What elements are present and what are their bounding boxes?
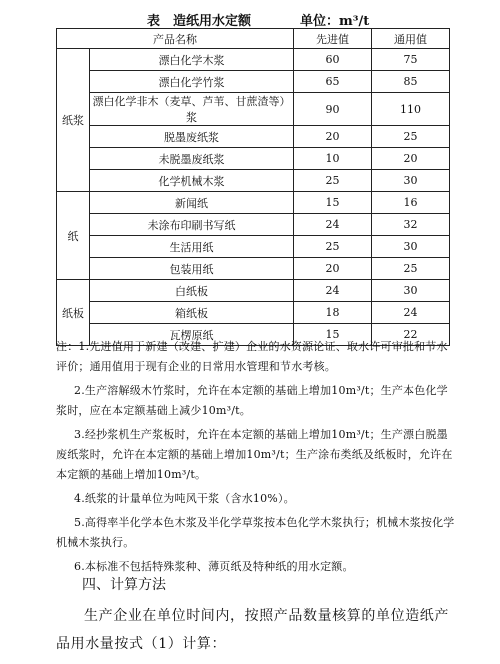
product-name-cell: 白纸板	[90, 280, 294, 302]
section-heading: 四、计算方法	[82, 577, 166, 593]
table-unit: 单位：m³/t	[300, 14, 370, 29]
section-paragraph: 生产企业在单位时间内，按照产品数量核算的单位造纸产品用水量按式（1）计算：	[56, 608, 449, 652]
advanced-value-cell: 15	[294, 324, 372, 346]
table-row	[57, 258, 450, 280]
general-value-cell: 75	[372, 49, 450, 71]
general-value-cell: 85	[372, 71, 450, 93]
product-name-cell: 瓦楞原纸	[90, 324, 294, 346]
product-name-cell: 脱墨废纸浆	[90, 126, 294, 148]
advanced-value-cell: 90	[294, 93, 372, 126]
table-title: 表 造纸用水定额	[147, 14, 252, 29]
general-value-cell: 20	[372, 148, 450, 170]
general-value-cell: 30	[372, 280, 450, 302]
table-row	[57, 170, 450, 192]
product-name-cell: 包装用纸	[90, 258, 294, 280]
table-row	[57, 236, 450, 258]
category-cell: 纸浆	[57, 49, 90, 192]
advanced-value-cell: 15	[294, 192, 372, 214]
general-value-cell: 22	[372, 324, 450, 346]
table-notes	[56, 337, 456, 581]
general-value-cell: 30	[372, 170, 450, 192]
table-row	[57, 126, 450, 148]
table-row	[57, 93, 450, 126]
advanced-value-cell: 24	[294, 280, 372, 302]
product-name-cell: 箱纸板	[90, 302, 294, 324]
table-row	[57, 71, 450, 93]
table-row	[57, 192, 450, 214]
note-item: 6.本标准不包括特殊浆种、薄页纸及特种纸的用水定额。	[74, 560, 354, 573]
header-product-name: 产品名称	[57, 29, 294, 49]
advanced-value-cell: 25	[294, 170, 372, 192]
advanced-value-cell: 65	[294, 71, 372, 93]
category-cell: 纸	[57, 192, 90, 280]
product-name-cell: 化学机械木浆	[90, 170, 294, 192]
category-cell: 纸板	[57, 280, 90, 346]
header-general-value: 通用值	[372, 29, 450, 49]
advanced-value-cell: 20	[294, 258, 372, 280]
product-name-cell: 未脱墨废纸浆	[90, 148, 294, 170]
general-value-cell: 25	[372, 126, 450, 148]
note-item: 4.纸浆的计量单位为吨风干浆（含水10%）。	[74, 492, 295, 505]
advanced-value-cell: 60	[294, 49, 372, 71]
table-row	[57, 280, 450, 302]
product-name-cell: 新闻纸	[90, 192, 294, 214]
header-advanced-value: 先进值	[294, 29, 372, 49]
table-row	[57, 214, 450, 236]
advanced-value-cell: 24	[294, 214, 372, 236]
general-value-cell: 25	[372, 258, 450, 280]
table-header-row	[57, 29, 450, 49]
advanced-value-cell: 25	[294, 236, 372, 258]
table-row	[57, 49, 450, 71]
note-item: 2.生产溶解级木竹浆时，允许在本定额的基础上增加10m³/t；生产本色化学浆时，应在本定额基础上减少10m³/t。	[56, 384, 448, 417]
product-name-cell: 漂白化学非木（麦草、芦苇、甘蔗渣等）浆	[90, 93, 294, 126]
table-body	[57, 49, 450, 346]
product-name-cell: 漂白化学竹浆	[90, 71, 294, 93]
advanced-value-cell: 20	[294, 126, 372, 148]
general-value-cell: 110	[372, 93, 450, 126]
note-item: 5.高得率半化学本色木浆及半化学草浆按本色化学木浆执行；机械木浆按化学机械木浆执行。	[56, 516, 455, 549]
general-value-cell: 24	[372, 302, 450, 324]
note-item: 注：1.先进值用于新建（改建、扩建）企业的水资源论证、取水许可审批和节水评价；通用值用于现有企业的日常用水管理和节水考核。	[56, 340, 448, 373]
product-name-cell: 未涂布印刷书写纸	[90, 214, 294, 236]
product-name-cell: 生活用纸	[90, 236, 294, 258]
product-name-cell: 漂白化学木浆	[90, 49, 294, 71]
general-value-cell: 16	[372, 192, 450, 214]
water-quota-table	[56, 28, 450, 346]
table-row	[57, 148, 450, 170]
table-caption	[0, 6, 500, 28]
note-item: 3.经抄浆机生产浆板时，允许在本定额的基础上增加10m³/t；生产漂白脱墨废纸浆时，允许在本定额的基础上增加10m³/t；生产涂布类纸及纸板时，允许在本定额的基础上增加10m³/t。	[56, 428, 453, 481]
table-row	[57, 302, 450, 324]
general-value-cell: 32	[372, 214, 450, 236]
advanced-value-cell: 10	[294, 148, 372, 170]
advanced-value-cell: 18	[294, 302, 372, 324]
general-value-cell: 30	[372, 236, 450, 258]
